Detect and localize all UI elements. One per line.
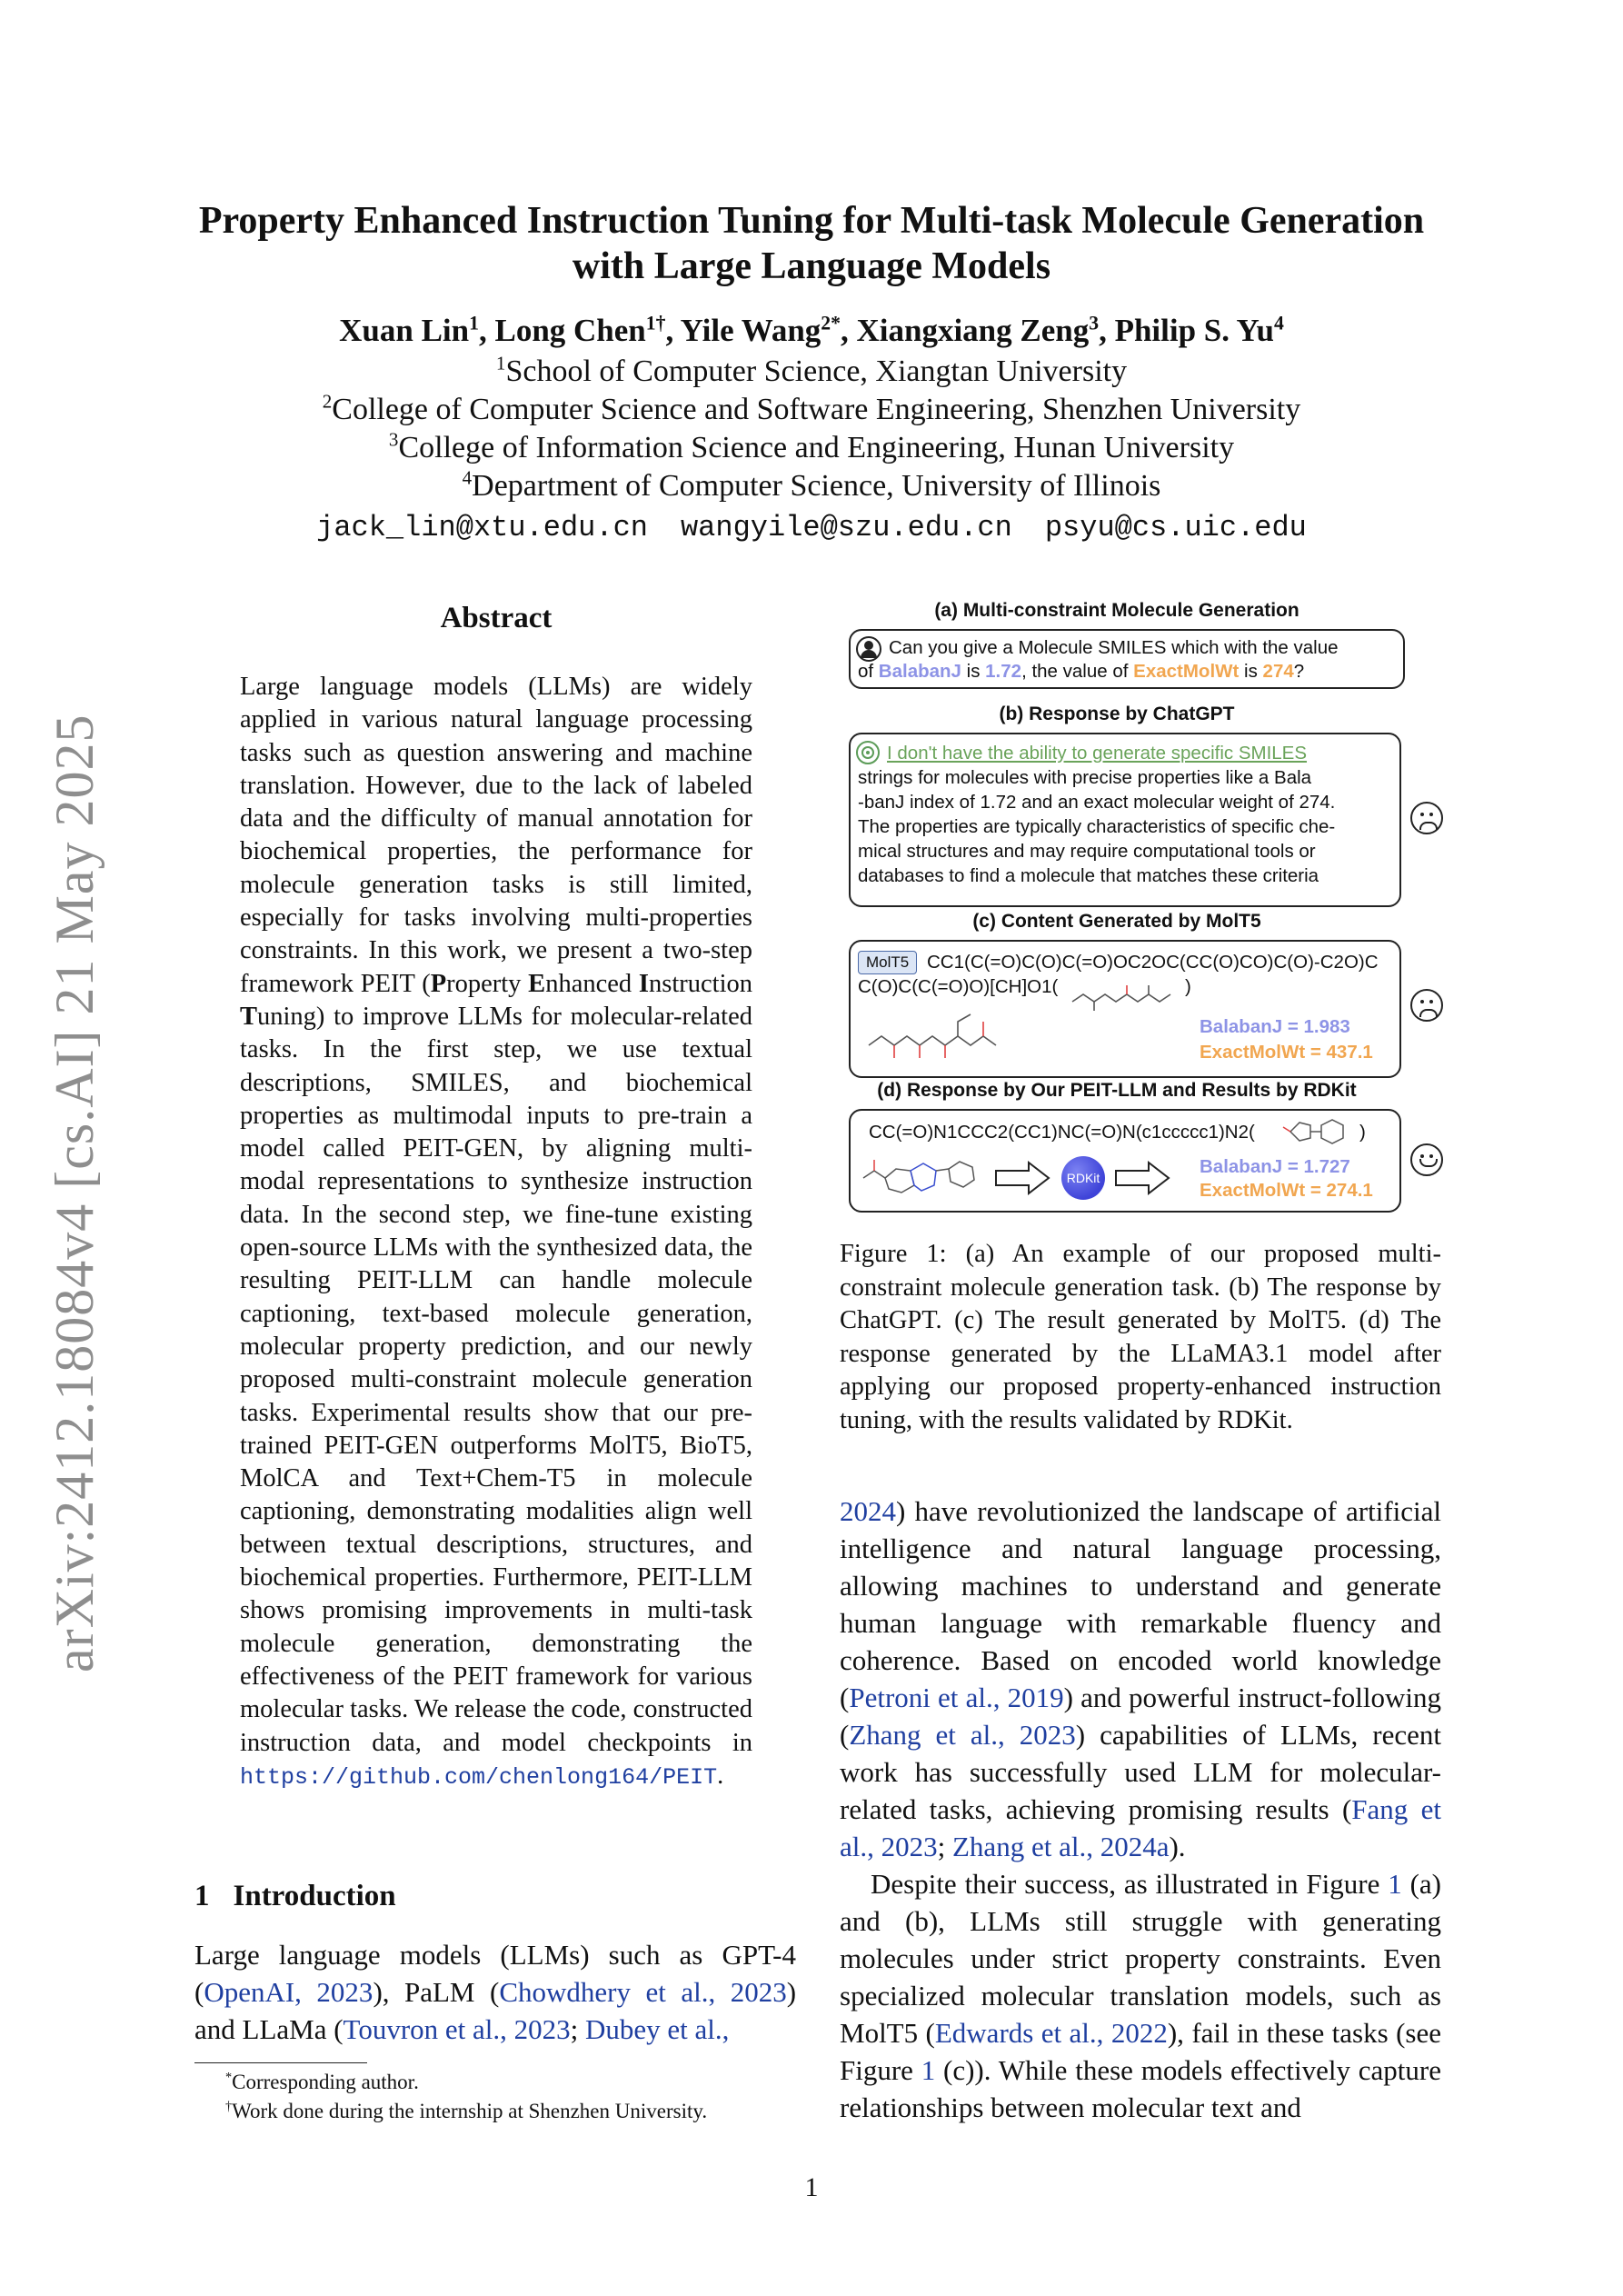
affiliation-mark: 4 — [462, 466, 473, 489]
figure-1 — [840, 596, 1449, 1211]
body-text: ), fail in these tasks (see Figure — [840, 2017, 1441, 2086]
title-line-2: with Large Language Models — [572, 245, 1051, 287]
panel-c-label: (c) Content Generated by MolT5 — [972, 911, 1261, 932]
affiliation-mark: 2 — [322, 390, 333, 413]
happy-face-icon — [1410, 1143, 1443, 1176]
molecule-structure-icon — [1281, 1116, 1358, 1147]
code-url-link[interactable]: https://github.com/chenlong164/PEIT — [240, 1763, 718, 1791]
rdkit-exactmolwt-result: ExactMolWt = 274.1 — [1200, 1180, 1373, 1201]
text: ? — [1293, 661, 1305, 682]
affiliation — [136, 466, 1487, 504]
panel-d-label: (d) Response by Our PEIT-LLM and Results by RDKit — [877, 1080, 1357, 1101]
molt5-balabanj-result: BalabanJ = 1.983 — [1200, 1016, 1350, 1037]
panel-a-box — [849, 629, 1405, 689]
affiliation-text: College of Information Science and Engineering, Hunan University — [398, 431, 1235, 464]
affiliation-text: College of Computer Science and Software Engineering, Shenzhen University — [332, 393, 1301, 426]
arrow-right-icon — [1114, 1160, 1172, 1196]
abstract-text: roperty — [446, 969, 529, 998]
citation-link[interactable]: Touvron et al., 2023 — [343, 2013, 571, 2045]
affiliation — [136, 428, 1487, 465]
acronym-letter: P — [430, 969, 447, 998]
intro-paragraph — [194, 1936, 796, 2048]
acronym-letter: E — [528, 969, 546, 998]
text: of — [858, 661, 879, 682]
body-text: ) and LLaMa ( — [194, 1976, 797, 2045]
figure-caption: Figure 1: (a) An example of our proposed multi-constraint molecule generation task. (b) The response by ChatGPT. (c) The result generated by MolT5. (d) The response generated by the LLaMA3.1 model after applying our proposed property-enhanced instruction tuning, with the results validated by RDKit. — [840, 1240, 1441, 1434]
author-mark: 1 — [469, 312, 479, 334]
abstract-heading: Abstract — [440, 602, 553, 634]
rdkit-balabanj-result: BalabanJ = 1.727 — [1200, 1156, 1350, 1177]
molecule-structure-icon — [1067, 978, 1176, 1014]
panel-c-box — [849, 940, 1401, 1078]
citation-link[interactable]: Zhang et al., 2024a — [952, 1831, 1170, 1862]
chatgpt-line: The properties are typically characteristics of specific che- — [858, 816, 1336, 837]
section-number: 1 — [194, 1880, 210, 1912]
user-icon — [856, 636, 881, 662]
body-text: ). — [1169, 1831, 1186, 1862]
citation-link[interactable]: Zhang et al., 2023 — [849, 1719, 1076, 1751]
sad-face-icon — [1410, 802, 1443, 834]
abstract-body — [240, 671, 752, 1794]
arrow-right-icon — [994, 1160, 1052, 1196]
affiliation-mark: 1 — [495, 352, 506, 374]
author-name: Philip S. Yu — [1114, 313, 1275, 348]
peit-smiles-close: ) — [1359, 1122, 1366, 1143]
paragraph — [840, 1492, 1441, 1865]
balabanj-value: 1.72 — [985, 661, 1022, 682]
molt5-smiles: CC1(C(=O)C(O)C(=O)OC2OC(CC(O)CO)C(O)-C2O)C — [927, 952, 1379, 973]
email-link[interactable]: jack_lin@xtu.edu.cn — [316, 511, 648, 544]
footnote-text: Corresponding author. — [232, 2071, 419, 2093]
balabanj-term: BalabanJ — [878, 661, 961, 682]
panel-b-label: (b) Response by ChatGPT — [999, 704, 1235, 724]
panel-a-question-line2 — [858, 659, 1304, 684]
right-column-body — [840, 1492, 1441, 2126]
peit-smiles: CC(=O)N1CCC2(CC1)NC(=O)N(c1ccccc1)N2( — [869, 1122, 1255, 1143]
citation-link[interactable]: Edwards et al., 2022 — [934, 2017, 1168, 2049]
text: , the value of — [1021, 661, 1134, 682]
abstract-text: Large language models (LLMs) are widely applied in various natural language processing tasks such as question answering and machine translation. However, due to the lack of labeled data and the difficulty of manual annotation for biochemical properties, the performance for molecule generation tasks is still limited, especially for tasks involving multi-properties constraints. In this work, we present a two-step framework PEIT ( — [240, 673, 752, 998]
title-line-1: Property Enhanced Instruction Tuning for Multi-task Molecule Generation — [198, 200, 1425, 242]
author-list: Xuan Lin$^1$, Long Chen$^{1\dagger}$, Yile Wang$^{2*}$, Xiangxiang Zeng$^3$, Philip S. Yu$^4$ — [339, 312, 1284, 348]
body-text: ) and powerful instruct-following ( — [840, 1682, 1441, 1751]
body-text: ) capabilities of LLMs, recent work has successfully used LLM for molecular-related tasks, achieving promising results ( — [840, 1719, 1441, 1825]
molt5-smiles-cont: C(O)C(C(=O)O)[CH]O1( — [858, 976, 1059, 997]
body-text: Despite their success, as illustrated in Figure — [871, 1868, 1389, 1900]
panel-b-box — [849, 733, 1401, 907]
panel-d-box — [849, 1109, 1401, 1213]
abstract-text: nstruction — [649, 969, 752, 998]
arxiv-identifier: arXiv:2412.18084v4 [cs.AI] 21 May 2025 — [45, 714, 105, 1672]
affiliation — [136, 354, 1487, 389]
abstract-text: . — [717, 1761, 724, 1790]
affiliation — [136, 390, 1487, 427]
section-heading — [194, 1880, 396, 1913]
chatgpt-line: -banJ index of 1.72 and an exact molecular weight of 274. — [858, 792, 1336, 813]
chatgpt-line: strings for molecules with precise properties like a Bala — [858, 767, 1312, 788]
footnote — [225, 2071, 419, 2094]
citation-link[interactable]: Fang et al., 2023 — [840, 1793, 1441, 1862]
molecule-structure-icon — [860, 1151, 987, 1202]
section-title: Introduction — [233, 1880, 396, 1912]
exactmolwt-value: 274 — [1262, 661, 1294, 682]
chatgpt-icon — [856, 741, 880, 764]
author-name: Xiangxiang Zeng — [856, 313, 1090, 348]
paper-title — [136, 198, 1487, 289]
affiliation-text: School of Computer Science, Xiangtan University — [505, 354, 1128, 388]
affiliation-text: Department of Computer Science, University of Illinois — [472, 469, 1161, 503]
footnote — [225, 2100, 707, 2123]
footnote-divider — [194, 2062, 367, 2063]
page-number: 1 — [804, 2172, 819, 2202]
sad-face-icon — [1410, 989, 1443, 1022]
author-name: Long Chen — [494, 313, 646, 348]
text: is — [1239, 661, 1263, 682]
panel-a-label: (a) Multi-constraint Molecule Generation — [934, 600, 1299, 621]
figure-reference-link[interactable]: 1 — [921, 2054, 936, 2086]
chatgpt-line: mical structures and may require computational tools or — [858, 841, 1316, 862]
author-name: Xuan Lin — [339, 313, 470, 348]
email-link[interactable]: wangyile@szu.edu.cn — [680, 511, 1012, 544]
author-mark: 2* — [821, 312, 841, 334]
abstract-text: nhanced — [545, 969, 639, 998]
author-mark: 3 — [1089, 312, 1100, 334]
chatgpt-line: databases to find a molecule that matches these criteria — [858, 865, 1319, 886]
footnote-mark: * — [225, 2070, 233, 2085]
body-text: (c)). While these models effectively capture relationships between molecular text and — [840, 2054, 1441, 2123]
email-link[interactable]: psyu@cs.uic.edu — [1044, 511, 1307, 544]
paragraph — [840, 1865, 1441, 2126]
citation-link[interactable]: 2024 — [840, 1495, 896, 1527]
molecule-structure-icon — [863, 1009, 1009, 1062]
figure-reference-link[interactable]: 1 — [1388, 1868, 1402, 1900]
author-mark: 4 — [1274, 312, 1284, 334]
citation-link[interactable]: Chowdhery et al., 2023 — [499, 1976, 787, 2008]
exactmolwt-term: ExactMolWt — [1133, 661, 1240, 682]
body-text: (a) and (b), LLMs still struggle with generating molecules under strict property constraints. Even specialized molecular translation models, such as MolT5 ( — [840, 1868, 1442, 2049]
author-name: Yile Wang — [680, 313, 821, 348]
molt5-tag: MolT5 — [858, 951, 917, 974]
author-mark: 1† — [645, 312, 666, 334]
text: is — [961, 661, 986, 682]
chatgpt-refusal-text: I don't have the ability to generate specific SMILES — [887, 743, 1308, 764]
body-text: Large language models (LLMs) such as GPT-4 ( — [194, 1939, 796, 2008]
acronym-letter: T — [240, 1002, 258, 1031]
rdkit-badge: RDKit — [1061, 1156, 1105, 1200]
molt5-smiles-close: ) — [1185, 976, 1191, 997]
citation-link[interactable]: OpenAI, 2023 — [204, 1976, 373, 2008]
panel-a-question: Can you give a Molecule SMILES which with the value — [889, 637, 1339, 658]
citation-link[interactable]: Petroni et al., 2019 — [849, 1682, 1064, 1713]
molt5-exactmolwt-result: ExactMolWt = 437.1 — [1200, 1042, 1373, 1063]
body-text: ) have revolutionized the landscape of artificial intelligence and natural language processing, allowing machines to understand and generate human language with remarkable fluency and coherence. Based on encoded world knowledge ( — [840, 1495, 1441, 1713]
citation-link[interactable]: Dubey et al., — [585, 2013, 730, 2045]
footnote-mark: † — [225, 2099, 233, 2114]
abstract-text: uning) to improve LLMs for molecular-related tasks. In the first step, we use textual descriptions, SMILES, and biochemical properties as multimodal inputs to pre-train a model called PEIT-GEN, by aligning multi-modal representations to synthesize instruction data. In the second step, we fine-tune existing open-source LLMs with the synthesized data, the resulting PEIT-LLM can handle molecule captioning, text-based molecule generation, molecular property prediction, and our newly proposed multi-constraint molecule generation tasks. Experimental results show that our pre-trained PEIT-GEN outperforms MolT5, BioT5, MolCA and Text+Chem-T5 in molecule captioning, demonstrating modalities align well between textual descriptions, structures, and biochemical properties. Furthermore, PEIT-LLM shows promising improvements in multi-task molecule generation, demonstrating the effectiveness of the PEIT framework for various molecular tasks. We release the code, constructed instruction data, and model checkpoints in — [240, 1002, 752, 1757]
email-list — [136, 511, 1487, 544]
body-text: ; — [570, 2013, 586, 2045]
affiliation-mark: 3 — [388, 428, 399, 451]
body-text: ), PaLM ( — [373, 1976, 500, 2008]
acronym-letter: I — [638, 969, 649, 998]
footnote-text: Work done during the internship at Shenzhen University. — [232, 2100, 708, 2122]
body-text: ; — [937, 1831, 952, 1862]
